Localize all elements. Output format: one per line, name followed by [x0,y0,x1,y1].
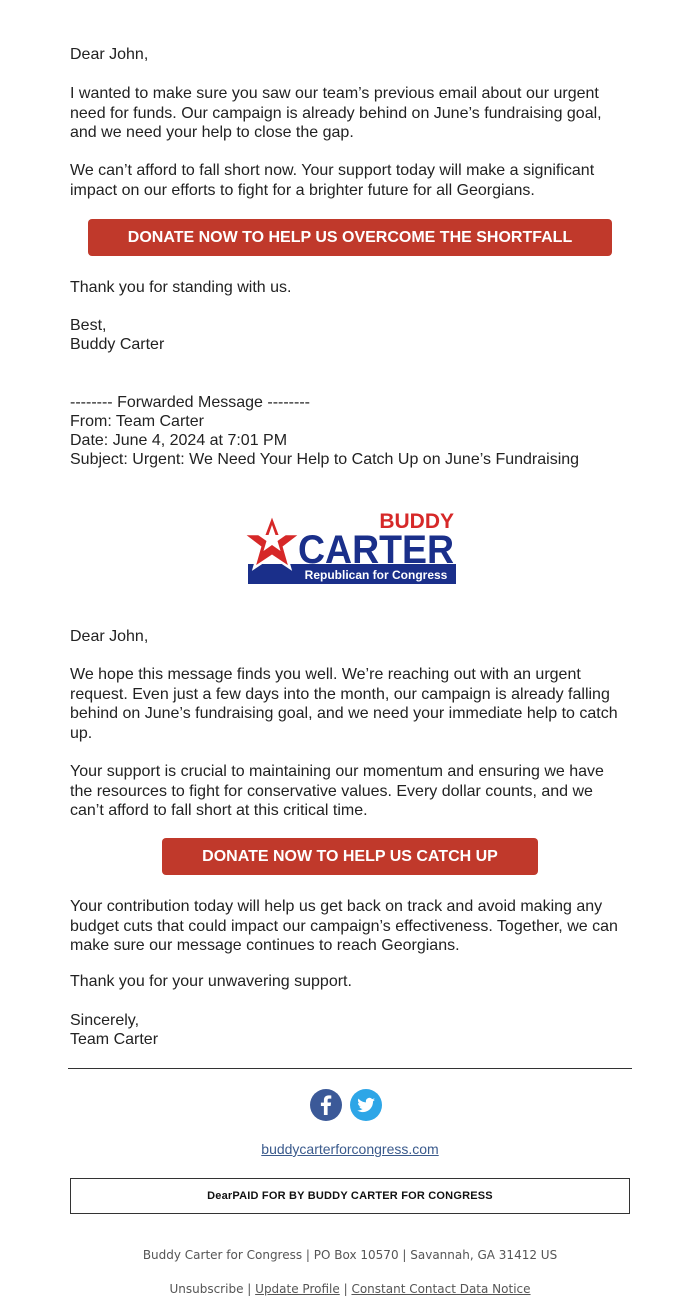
twitter-icon[interactable] [350,1089,382,1121]
logo-main-word: CARTER [298,528,455,572]
original-paragraph-1: We hope this message finds you well. We’re reaching out with an urgent request. Even just a few days into the month, our campaign is already falling behind on June’s fundraising goal, and we need your immediate help to catch up. [70,666,618,742]
original-signoff: Sincerely, [70,1012,140,1029]
forwarded-header: -------- Forwarded Message -------- [70,394,310,411]
donate-catch-up-button[interactable]: DONATE NOW TO HELP US CATCH UP [162,838,538,875]
forwarded-from: From: Team Carter [70,413,204,430]
original-greeting: Dear John, [70,628,149,645]
logo-graphic [244,508,458,586]
reply-paragraph-1: I wanted to make sure you saw our team’s previous email about our urgent need for funds. Our campaign is already behind on June’s fundraising goal, and we need your help to close the gap. [70,85,602,141]
footer-links [0,1282,700,1296]
original-paragraph-3: Your contribution today will help us get back on track and avoid making any budget cuts that could impact our campaign’s effectiveness. Together, we can make sure our message continues to reach Georgians. [70,898,618,954]
mailing-address: Buddy Carter for Congress | PO Box 10570 | Savannah, GA 31412 US [142,1248,558,1262]
original-paragraph-2: Your support is crucial to maintaining our momentum and ensuring we have the resources to fight for conservative values. Every dollar counts, and we can’t afford to fall short at this critical time. [70,763,604,819]
reply-thanks: Thank you for standing with us. [70,279,292,296]
donate-shortfall-button[interactable]: DONATE NOW TO HELP US OVERCOME THE SHORTFALL [88,219,612,256]
reply-signoff: Best, [70,317,107,334]
reply-paragraph-2: We can’t afford to fall short now. Your support today will make a significant impact on our efforts to fight for a brighter future for all Georgians. [70,162,595,199]
original-thanks: Thank you for your unwavering support. [70,973,352,990]
reply-greeting: Dear John, [70,46,149,63]
buddy-carter-logo [244,508,458,586]
update-profile-link[interactable]: Update Profile [255,1282,340,1296]
original-signature: Team Carter [70,1031,159,1048]
separator: | [247,1282,252,1296]
logo-tagline: Republican for Congress [304,568,448,582]
forwarded-subject: Subject: Urgent: We Need Your Help to Catch Up on June’s Fundraising [70,451,580,468]
logo-top-word: BUDDY [379,510,454,533]
unsubscribe-link[interactable]: Unsubscribe [169,1282,244,1296]
forwarded-date: Date: June 4, 2024 at 7:01 PM [70,432,288,449]
footer-divider [68,1068,632,1069]
separator: | [343,1282,348,1296]
facebook-icon[interactable] [310,1089,342,1121]
paid-for-disclaimer: DearPAID FOR BY BUDDY CARTER FOR CONGRESS [70,1178,630,1214]
data-notice-link[interactable]: Constant Contact Data Notice [351,1282,531,1296]
website-link[interactable]: buddycarterforcongress.com [261,1141,439,1157]
reply-signature: Buddy Carter [70,336,165,353]
